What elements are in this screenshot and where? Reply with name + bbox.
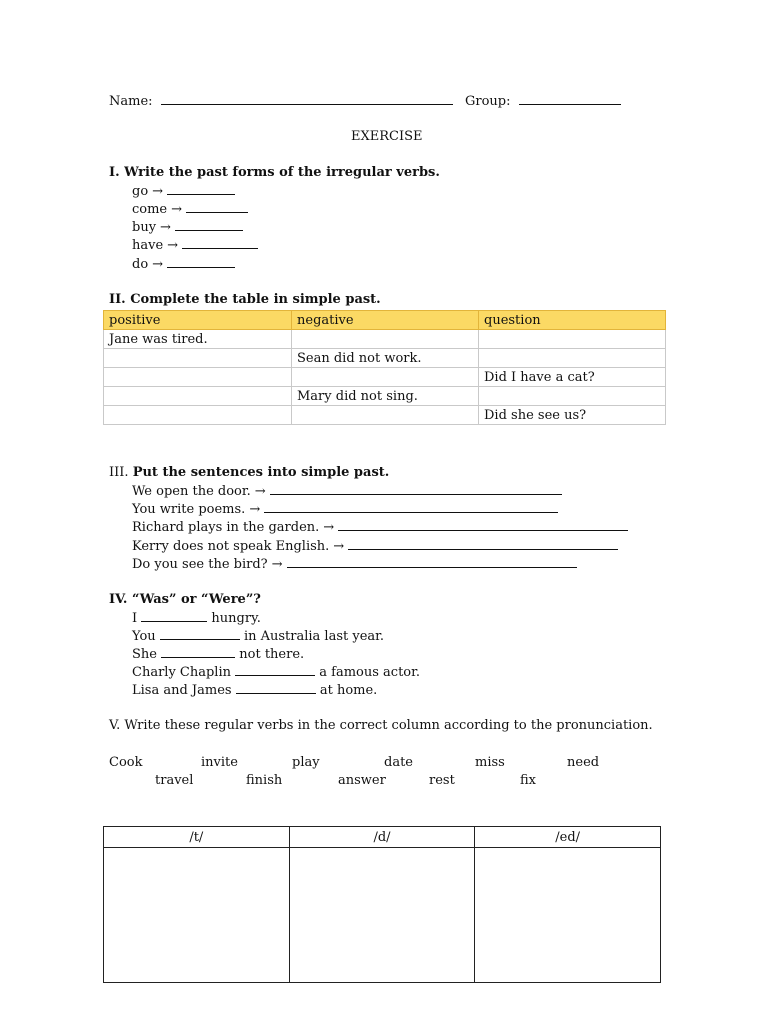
name-label: Name: — [109, 94, 153, 109]
table-cell[interactable] — [292, 330, 479, 349]
answer-blank[interactable] — [236, 682, 316, 694]
sentence-end: a famous actor. — [319, 665, 421, 680]
arrow-icon: → — [160, 220, 171, 235]
pronunciation-table — [103, 826, 661, 983]
was-were-row — [132, 646, 304, 663]
word-bank-item: play — [292, 755, 320, 770]
verb-do: do — [132, 257, 149, 272]
arrow-icon: → — [249, 502, 261, 517]
word-bank-item: travel — [155, 773, 194, 788]
verb-row-go — [132, 183, 235, 200]
table-row — [104, 368, 666, 387]
arrow-icon: → — [171, 202, 183, 217]
sentence-start: Charly Chaplin — [132, 665, 231, 680]
word-bank-item: fix — [520, 773, 537, 788]
group-blank[interactable] — [519, 93, 621, 105]
answer-cell-ed[interactable] — [475, 848, 661, 983]
sentence-row — [132, 519, 628, 536]
sentence-start: She — [132, 647, 157, 662]
column-header-ed: /ed/ — [475, 827, 661, 848]
arrow-icon: → — [167, 238, 179, 253]
table-cell: Mary did not sing. — [292, 387, 479, 406]
word-bank-item: finish — [246, 773, 283, 788]
sentence-text: Richard plays in the garden. — [132, 520, 320, 535]
arrow-icon: → — [152, 257, 164, 272]
table-row — [104, 330, 666, 349]
was-were-row — [132, 682, 377, 699]
word-bank-item: rest — [429, 773, 455, 788]
sentence-text: Do you see the bird? — [132, 557, 268, 572]
arrow-icon: → — [254, 484, 266, 499]
arrow-icon: → — [271, 557, 283, 572]
answer-blank[interactable] — [161, 646, 235, 658]
verb-row-buy — [132, 219, 243, 236]
table-cell[interactable] — [479, 330, 666, 349]
answer-blank[interactable] — [348, 538, 618, 550]
sentence-start: I — [132, 611, 138, 626]
table-cell: Did I have a cat? — [479, 368, 666, 387]
word-bank-item: invite — [201, 755, 238, 770]
answer-blank[interactable] — [235, 664, 315, 676]
table-row — [104, 406, 666, 425]
answer-blank[interactable] — [264, 501, 558, 513]
answer-blank[interactable] — [338, 519, 628, 531]
answer-blank[interactable] — [141, 610, 207, 622]
column-header-t: /t/ — [104, 827, 290, 848]
sentence-row — [132, 483, 562, 500]
verb-row-do — [132, 256, 235, 273]
table-cell[interactable] — [292, 368, 479, 387]
word-bank-item: miss — [475, 755, 505, 770]
sentence-row — [132, 501, 558, 518]
table-row — [104, 387, 666, 406]
answer-blank[interactable] — [160, 628, 240, 640]
column-header-question: question — [479, 311, 666, 330]
verb-come: come — [132, 202, 168, 217]
table-header-row — [104, 311, 666, 330]
verb-row-have — [132, 237, 258, 254]
word-bank-item: need — [567, 755, 600, 770]
section1-heading: I. Write the past forms of the irregular verbs. — [109, 165, 440, 180]
table-cell[interactable] — [104, 387, 292, 406]
word-bank-item: date — [384, 755, 413, 770]
section3-title: Put the sentences into simple past. — [132, 465, 390, 480]
table-row — [104, 848, 661, 983]
section5-heading: V. Write these regular verbs in the correct column according to the pronunciation. — [109, 718, 653, 733]
word-bank-item: answer — [338, 773, 386, 788]
was-were-row — [132, 610, 261, 627]
sentence-end: hungry. — [211, 611, 261, 626]
table-cell[interactable] — [292, 406, 479, 425]
arrow-icon: → — [323, 520, 335, 535]
answer-cell-d[interactable] — [289, 848, 475, 983]
sentence-row — [132, 556, 577, 573]
section4-heading: IV. “Was” or “Were”? — [109, 592, 261, 607]
group-field-row — [465, 93, 621, 110]
answer-blank[interactable] — [270, 483, 562, 495]
table-cell[interactable] — [104, 368, 292, 387]
column-header-d: /d/ — [289, 827, 475, 848]
table-cell: Sean did not work. — [292, 349, 479, 368]
answer-blank[interactable] — [287, 556, 577, 568]
table-row — [104, 349, 666, 368]
answer-blank[interactable] — [167, 183, 235, 195]
answer-blank[interactable] — [182, 237, 258, 249]
column-header-positive: positive — [104, 311, 292, 330]
sentence-end: not there. — [239, 647, 305, 662]
sentence-start: Lisa and James — [132, 683, 232, 698]
page-title: EXERCISE — [351, 129, 423, 144]
table-cell[interactable] — [479, 349, 666, 368]
sentence-text: We open the door. — [132, 484, 251, 499]
answer-cell-t[interactable] — [104, 848, 290, 983]
answer-blank[interactable] — [175, 219, 243, 231]
table-cell[interactable] — [479, 387, 666, 406]
sentence-text: You write poems. — [132, 502, 246, 517]
was-were-row — [132, 628, 384, 645]
verb-go: go — [132, 184, 149, 199]
verb-row-come — [132, 201, 248, 218]
name-blank[interactable] — [161, 93, 453, 105]
group-label: Group: — [465, 94, 511, 109]
arrow-icon: → — [333, 539, 345, 554]
sentence-text: Kerry does not speak English. — [132, 539, 330, 554]
word-bank-item: Cook — [109, 755, 143, 770]
table-header-row — [104, 827, 661, 848]
verb-buy: buy — [132, 220, 157, 235]
table-cell: Jane was tired. — [104, 330, 292, 349]
sentence-end: at home. — [319, 683, 378, 698]
section2-heading: II. Complete the table in simple past. — [109, 292, 381, 307]
section3-heading — [109, 465, 389, 481]
sentence-row — [132, 538, 618, 555]
table-cell[interactable] — [104, 349, 292, 368]
sentence-end: in Australia last year. — [243, 629, 385, 644]
section3-number: III. — [109, 465, 129, 480]
table-cell[interactable] — [104, 406, 292, 425]
answer-blank[interactable] — [167, 256, 235, 268]
simple-past-table — [103, 310, 666, 425]
table-cell: Did she see us? — [479, 406, 666, 425]
name-field-row — [109, 93, 453, 110]
arrow-icon: → — [152, 184, 164, 199]
answer-blank[interactable] — [186, 201, 248, 213]
was-were-row — [132, 664, 420, 681]
sentence-start: You — [132, 629, 156, 644]
column-header-negative: negative — [292, 311, 479, 330]
verb-have: have — [132, 238, 164, 253]
